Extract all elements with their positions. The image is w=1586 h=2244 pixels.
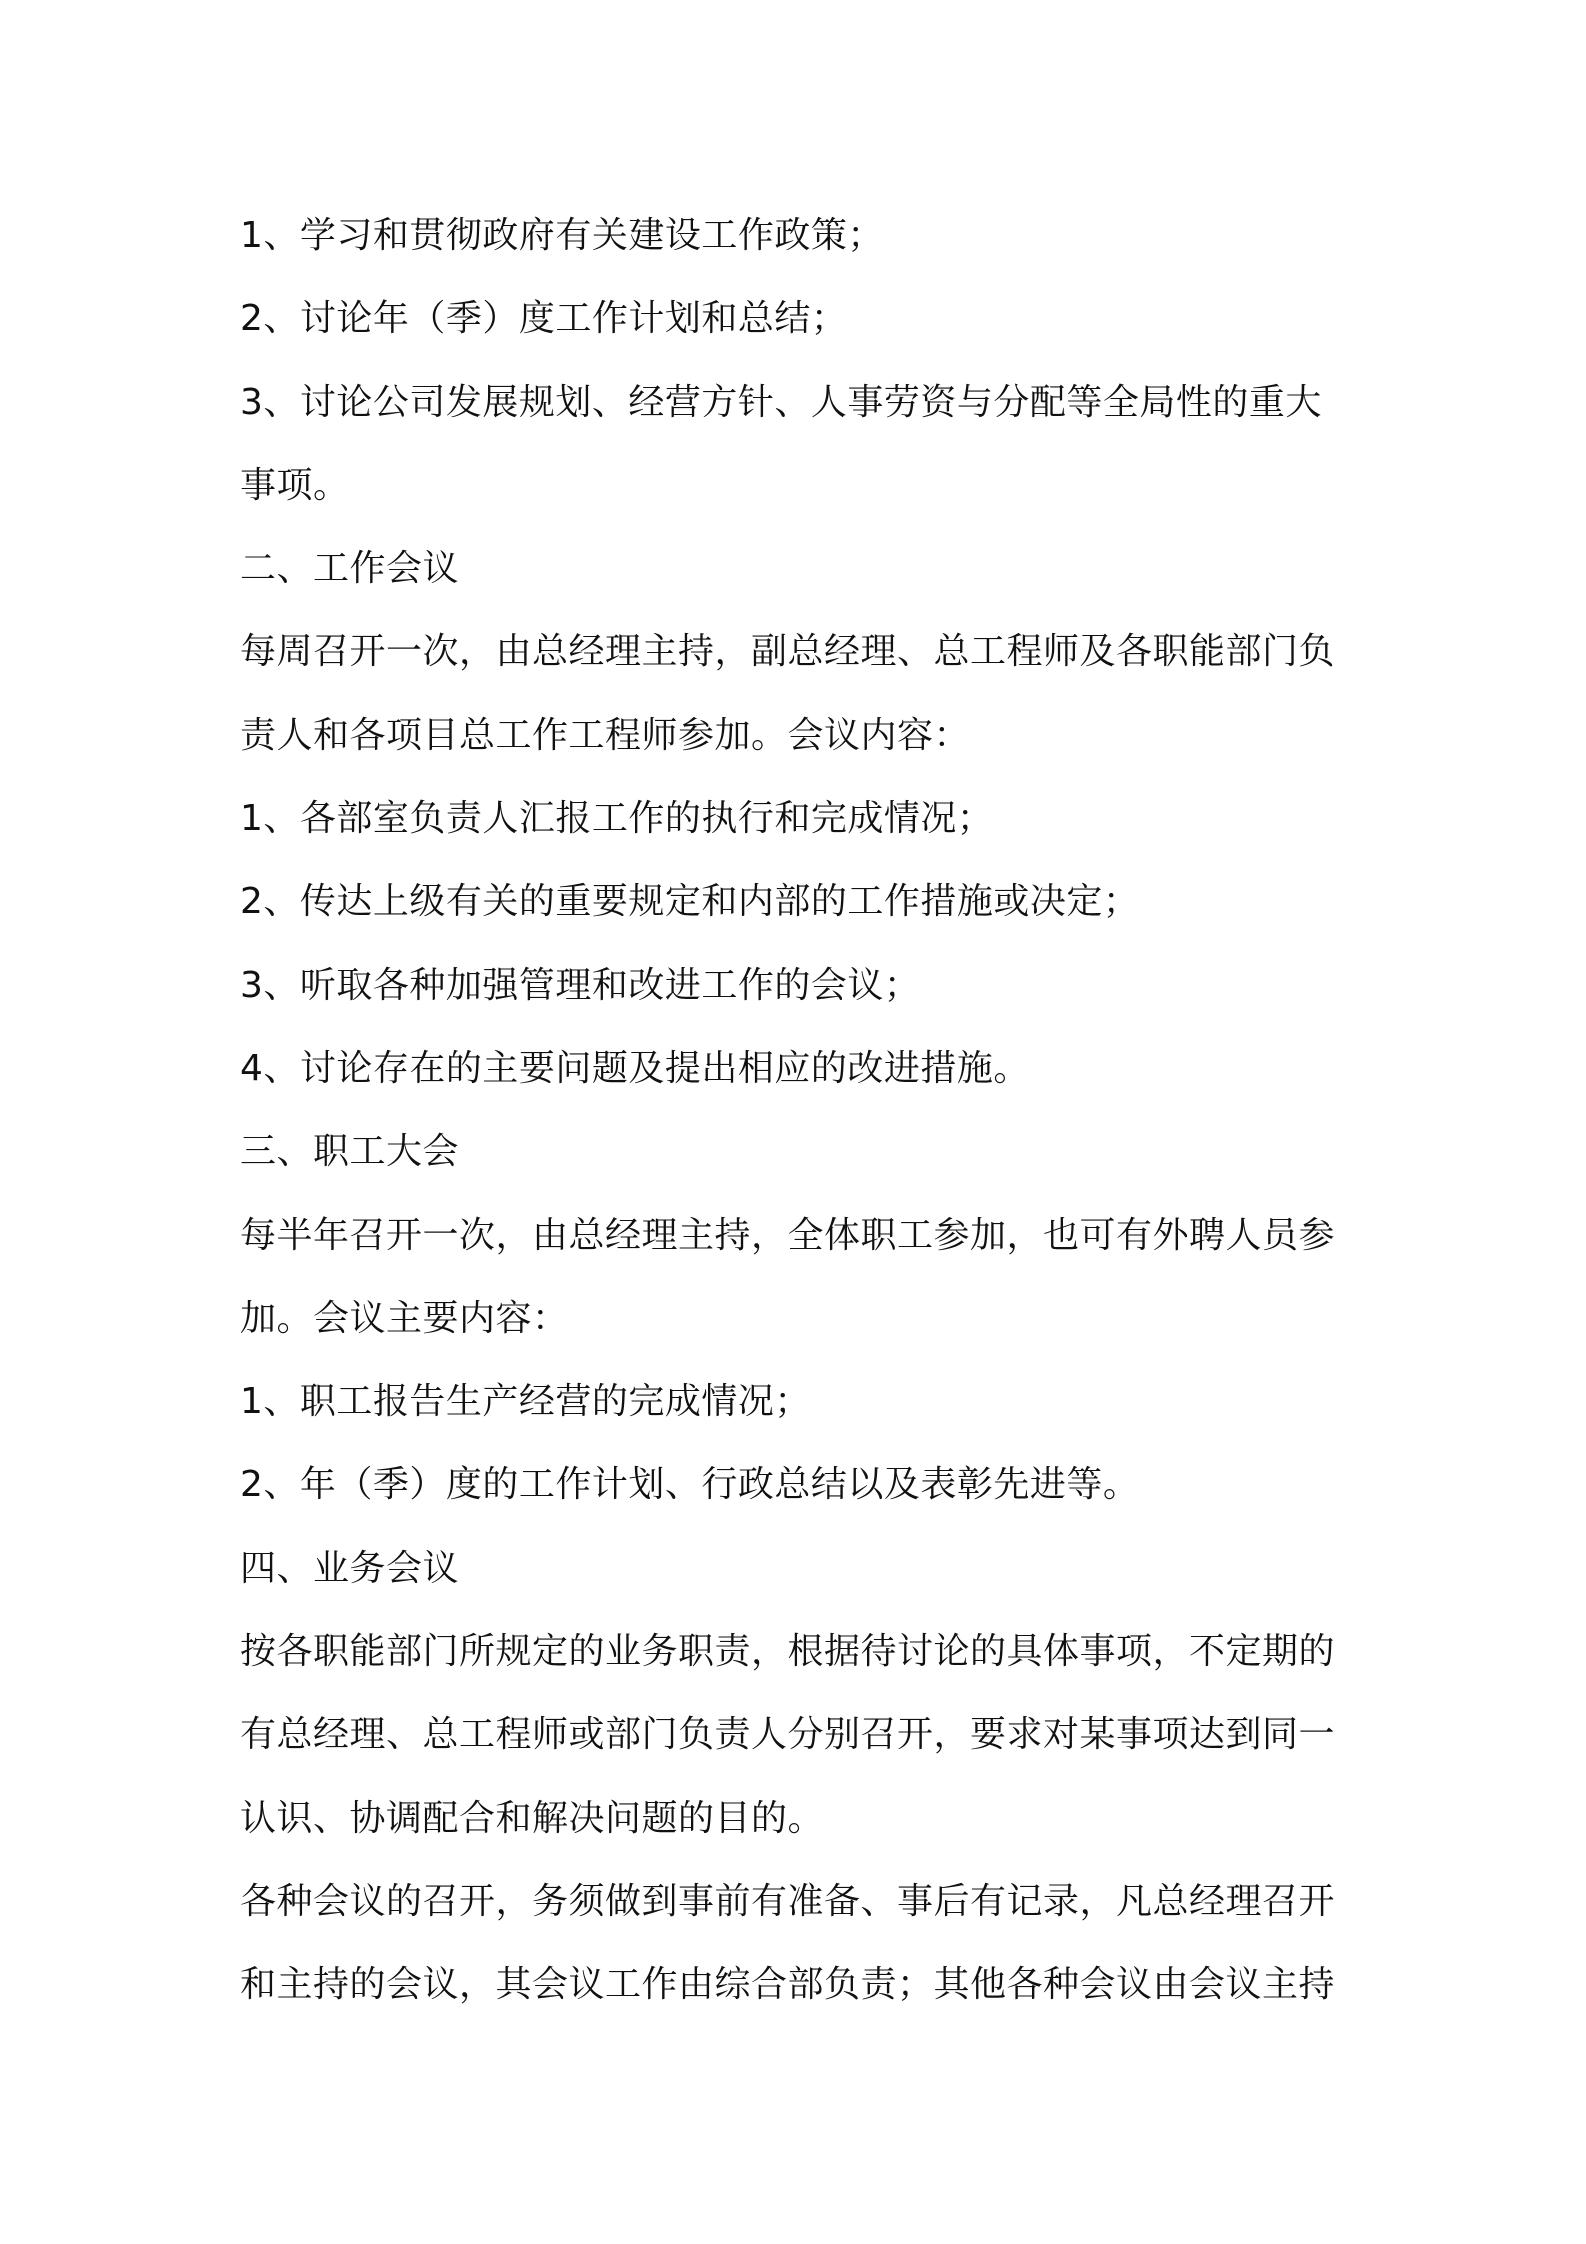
text-line: 各种会议的召开，务须做到事前有准备、事后有记录，凡总经理召开 <box>240 1880 1336 1922</box>
text-line: 和主持的会议，其会议工作由综合部负责；其他各种会议由会议主持 <box>240 1964 1336 2006</box>
section-heading: 三、职工大会 <box>240 1131 460 1173</box>
text-line: 责人和各项目总工作工程师参加。会议内容： <box>240 714 971 756</box>
section-heading: 四、业务会议 <box>240 1547 460 1589</box>
section-heading: 二、工作会议 <box>240 548 460 590</box>
text-line: 每周召开一次，由总经理主持，副总经理、总工程师及各职能部门负 <box>240 631 1336 673</box>
text-line: 2、传达上级有关的重要规定和内部的工作措施或决定； <box>240 881 1140 923</box>
text-line: 1、职工报告生产经营的完成情况； <box>240 1381 811 1423</box>
text-line: 4、讨论存在的主要问题及提出相应的改进措施。 <box>240 1047 1030 1089</box>
text-line: 2、讨论年（季）度工作计划和总结； <box>240 298 848 340</box>
text-line: 2、年（季）度的工作计划、行政总结以及表彰先进等。 <box>240 1464 1140 1506</box>
text-line: 1、学习和贯彻政府有关建设工作政策； <box>240 215 884 256</box>
text-line: 按各职能部门所规定的业务职责，根据待讨论的具体事项，不定期的 <box>240 1631 1336 1673</box>
text-line: 认识、协调配合和解决问题的目的。 <box>240 1797 825 1839</box>
text-line: 3、讨论公司发展规划、经营方针、人事劳资与分配等全局性的重大 <box>240 381 1322 423</box>
text-line: 事项。 <box>240 464 350 506</box>
document-body <box>240 194 1360 2027</box>
text-line: 有总经理、总工程师或部门负责人分别召开，要求对某事项达到同一 <box>240 1714 1336 1756</box>
text-line: 1、各部室负责人汇报工作的执行和完成情况； <box>240 798 994 840</box>
text-line: 3、听取各种加强管理和改进工作的会议； <box>240 964 921 1006</box>
text-line: 加。会议主要内容： <box>240 1297 569 1339</box>
text-line: 每半年召开一次，由总经理主持，全体职工参加，也可有外聘人员参 <box>240 1214 1336 1256</box>
